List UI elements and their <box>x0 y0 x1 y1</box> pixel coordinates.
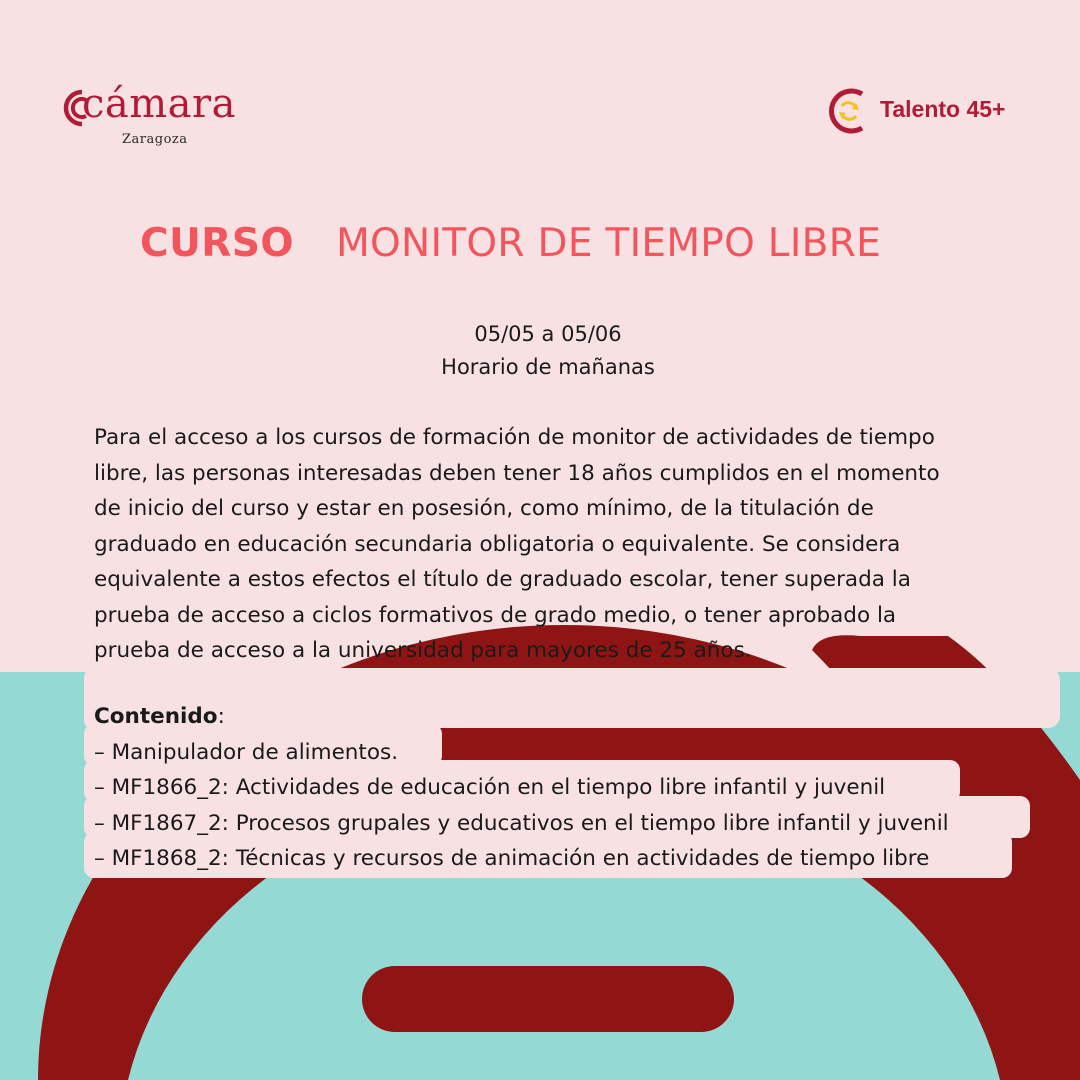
requirements-line: Para el acceso a los cursos de formación de monitor de actividades de tiempo <box>94 425 935 450</box>
requirements-line: prueba de acceso a ciclos formativos de grado medio, o tener aprobado la <box>94 602 897 628</box>
contents-heading: Contenido <box>94 704 218 729</box>
course-dates: 05/05 a 05/06 <box>474 322 622 346</box>
contents-heading-row <box>94 699 949 735</box>
course-time: Horario de mañanas <box>441 355 655 379</box>
course-name: MONITOR DE TIEMPO LIBRE <box>336 221 882 266</box>
camara-zaragoza-logo <box>52 74 272 154</box>
requirements-paragraph <box>94 420 1044 669</box>
red-capsule <box>362 966 734 1032</box>
talento-45-logo <box>826 86 1036 136</box>
requirements-line: equivalente a estos efectos el título de graduado escolar, tener superada la <box>94 567 911 592</box>
course-keyword: CURSO <box>140 221 295 266</box>
requirements-line: de inicio del curso y estar en posesión, como mínimo, de la titulación de <box>94 496 874 521</box>
talento-wordmark: Talento 45+ <box>880 96 1006 122</box>
requirements-line: prueba de acceso a la universidad para mayores de 25 años. <box>94 638 752 663</box>
list-item: – MF1867_2: Procesos grupales y educativos en el tiempo libre infantil y juvenil <box>94 810 949 836</box>
contents-heading-colon: : <box>217 704 225 729</box>
requirements-line: graduado en educación secundaria obligatoria o equivalente. Se considera <box>94 531 901 557</box>
requirements-line: libre, las personas interesadas deben tener 18 años cumplidos en el momento <box>94 460 940 486</box>
list-item: – MF1866_2: Actividades de educación en el tiempo libre infantil y juvenil <box>94 775 886 800</box>
camara-wordmark: cámara <box>82 81 236 127</box>
course-title <box>140 218 881 277</box>
contents-list <box>94 699 949 877</box>
schedule-block <box>0 318 1080 384</box>
camara-city: Zaragoza <box>122 132 188 147</box>
list-item: – Manipulador de alimentos. <box>94 739 399 765</box>
talento-cycle-logo-icon <box>826 86 872 136</box>
list-item: – MF1868_2: Técnicas y recursos de animación en actividades de tiempo libre <box>94 846 930 871</box>
